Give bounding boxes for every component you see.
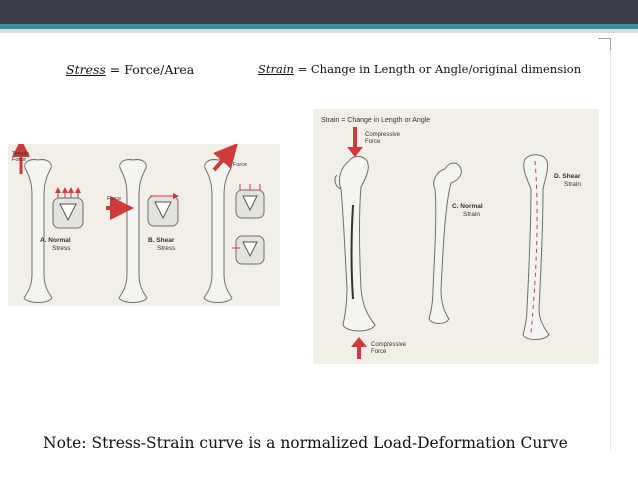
cross-section-normal — [53, 190, 83, 228]
strain-term: Strain — [258, 62, 294, 76]
force-label-left: Force — [107, 196, 122, 202]
label-b-1: B. Shear — [148, 237, 175, 244]
cross-section-upper — [236, 184, 264, 218]
bone-third — [204, 160, 232, 303]
cross-section-lower — [232, 236, 264, 264]
strain-formula: = Change in Length or Angle/original dimension — [293, 62, 582, 76]
label-c-1: C. Normal — [452, 203, 483, 210]
compressive-top-1: Compressive — [365, 132, 401, 138]
label-d-2: Strain — [564, 181, 581, 188]
femur-normal-strain — [429, 163, 461, 324]
stress-term: Stress — [66, 62, 106, 77]
label-b-2: Stress — [157, 245, 176, 252]
label-a-1: A. Normal — [40, 237, 71, 244]
femur-compressed — [335, 157, 375, 332]
tensile-label-2: Force — [12, 157, 27, 163]
label-a-2: Stress — [52, 245, 71, 252]
compressive-bottom-2: Force — [371, 349, 387, 355]
force-label-right: Force — [233, 162, 248, 168]
bone-shear — [119, 160, 147, 303]
note-text: Note: Stress-Strain curve is a normalized Load-Deformation Curve — [43, 434, 568, 452]
strain-figure-header: Strain = Change in Length or Angle — [321, 117, 431, 124]
label-c-2: Strain — [463, 211, 480, 218]
strain-figure-svg — [313, 109, 599, 364]
cross-section-shear — [148, 196, 178, 226]
tensile-label-1: Tensile — [12, 151, 30, 157]
compressive-top-2: Force — [365, 139, 381, 145]
strain-definition — [258, 62, 581, 76]
title-band-dark — [0, 0, 638, 24]
title-band-light — [0, 29, 638, 33]
strain-figure — [313, 109, 599, 364]
compressive-bottom-1: Compressive — [371, 342, 407, 348]
corner-rule — [610, 50, 611, 450]
stress-figure-svg — [8, 144, 280, 306]
stress-formula: = Force/Area — [105, 62, 195, 77]
femur-shear-strain — [523, 155, 549, 340]
compressive-arrow-bottom — [351, 337, 367, 359]
label-d-1: D. Shear — [554, 173, 581, 180]
stress-definition — [66, 62, 194, 77]
stress-figure — [8, 144, 280, 306]
bone-tensile — [24, 160, 52, 303]
compressive-arrow-top — [347, 127, 363, 157]
